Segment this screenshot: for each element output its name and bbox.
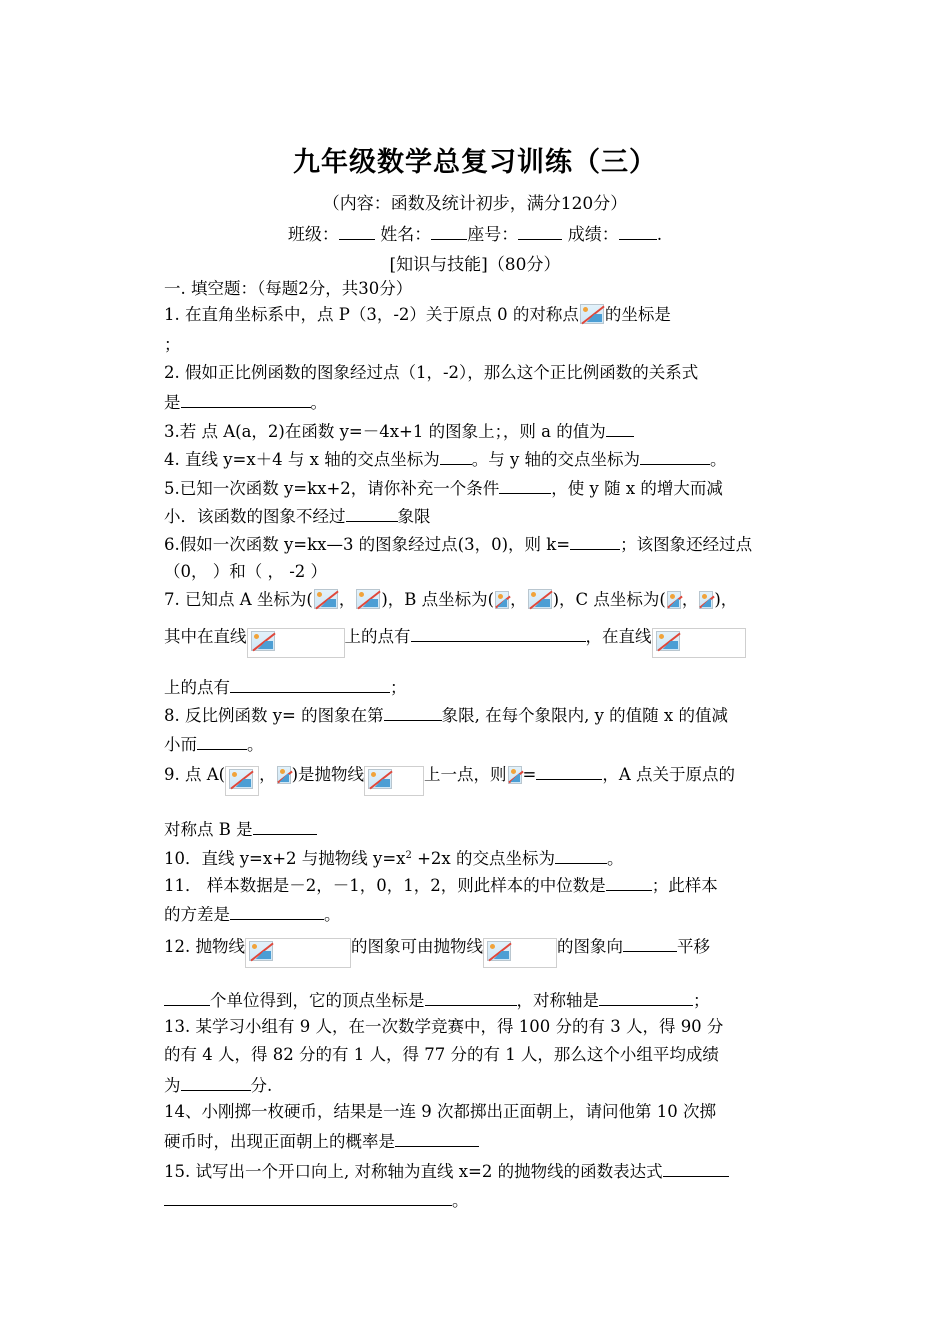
broken-image-icon [277, 766, 291, 784]
question-3: 3.若 点 A(a，2)在函数 y=－4x+1 的图象上；，则 a 的值为 [164, 419, 788, 443]
score-label: 成绩： [567, 225, 619, 245]
answer-blank [164, 1188, 452, 1206]
answer-blank [606, 873, 652, 891]
answer-blank [411, 624, 586, 642]
broken-image-icon [508, 766, 522, 784]
question-7: 7. 已知点 A 坐标为( ， )，B 点坐标为( ， )，C 点坐标为( ， )， [164, 590, 738, 609]
question-15-cont: 。 [164, 1188, 788, 1212]
formula-image-frame [225, 766, 259, 796]
broken-image-icon [487, 941, 511, 961]
score-blank [619, 222, 657, 240]
question-8: 8. 反比例函数 y= 的图象在第 象限, 在每个象限内, y 的值随 x 的值减 [164, 703, 788, 727]
formula-image-frame [652, 628, 746, 658]
formula-image-frame [247, 628, 345, 658]
answer-blank [197, 732, 247, 750]
question-12: 12. 抛物线 的图象可由抛物线 的图象向 平移 [164, 934, 788, 968]
answer-blank [395, 1129, 479, 1147]
question-14: 14、小刚掷一枚硬币，结果是一连 9 次都掷出正面朝上，请问他第 10 次掷 [164, 1102, 716, 1121]
question-8-cont: 小而 。 [164, 732, 788, 756]
broken-image-icon [314, 589, 338, 609]
broken-image-icon [528, 589, 552, 609]
formula-image-frame [483, 938, 557, 968]
answer-blank [230, 902, 324, 920]
question-2: 2. 假如正比例函数的图象经过点（1，-2），那么这个正比例函数的关系式 [164, 363, 699, 382]
answer-blank [640, 447, 710, 465]
answer-blank [253, 817, 317, 835]
section-header: [知识与技能]（80分） [389, 255, 561, 275]
question-2-cont: 是 。 [164, 390, 788, 414]
question-7-cont: 其中在直线 上的点有 ，在直线 [164, 624, 788, 658]
answer-blank [384, 703, 442, 721]
broken-image-icon [356, 589, 380, 609]
name-blank [431, 222, 467, 240]
subtitle: （内容：函数及统计初步，满分120分） [322, 194, 628, 214]
answer-blank [181, 390, 311, 408]
answer-blank [570, 532, 620, 550]
question-1-cont: ； [164, 335, 181, 354]
broken-image-icon [667, 591, 681, 609]
question-6-cont: （0， ）和（ ， -2 ） [164, 562, 328, 581]
question-13-cont2: 为 分. [164, 1073, 788, 1097]
broken-image-icon [229, 769, 253, 789]
formula-image-frame [364, 766, 424, 796]
broken-image-icon [495, 591, 509, 609]
question-11: 11． 样本数据是－2，－1，0，1，2，则此样本的中位数是 ；此样本 [164, 873, 788, 897]
answer-blank [440, 447, 472, 465]
question-9: 9. 点 A( ， )是抛物线 上一点，则 = ，A 点关于原点的 [164, 762, 788, 796]
answer-blank [555, 846, 607, 864]
question-6: 6.假如一次函数 y=kx—3 的图象经过点(3，0)，则 k= ；该图象还经过点 [164, 532, 788, 556]
seat-label: 座号： [467, 225, 519, 245]
question-11-cont: 的方差是 。 [164, 902, 788, 926]
question-7-cont2: 上的点有 ； [164, 675, 788, 699]
question-15: 15. 试写出一个开口向上, 对称轴为直线 x=2 的抛物线的函数表达式 [164, 1159, 788, 1183]
answer-blank [606, 419, 634, 437]
answer-blank [181, 1073, 251, 1091]
question-13: 13. 某学习小组有 9 人，在一次数学竞赛中，得 100 分的有 3 人，得 90 分 [164, 1017, 724, 1036]
answer-blank [425, 988, 517, 1006]
question-14-cont: 硬币时，出现正面朝上的概率是 [164, 1129, 788, 1153]
question-5-cont: 小．该函数的图象不经过 象限 [164, 504, 788, 528]
name-label: 姓名： [380, 225, 432, 245]
student-info-line: 班级： 姓名： 座号： 成绩： . [0, 220, 950, 245]
formula-image-frame [245, 938, 351, 968]
page-title: 九年级数学总复习训练（三） [293, 147, 657, 178]
question-10: 10．直线 y=x+2 与抛物线 $y=x^2 +2x$ 的交点坐标为 。 [164, 845, 788, 870]
answer-blank [536, 762, 602, 780]
question-5: 5.已知一次函数 y=kx+2，请你补充一个条件 ，使 y 随 x 的增大而减 [164, 476, 788, 500]
seat-blank [518, 222, 562, 240]
question-9-cont: 对称点 B 是 [164, 817, 788, 841]
answer-blank [663, 1159, 729, 1177]
broken-image-icon [656, 631, 680, 651]
broken-image-icon [580, 304, 604, 324]
answer-blank [599, 988, 693, 1006]
answer-blank [499, 476, 551, 494]
answer-blank [230, 675, 390, 693]
class-blank [339, 222, 375, 240]
question-12-cont: 个单位得到，它的顶点坐标是 ，对称轴是 ； [164, 988, 788, 1012]
answer-blank [346, 504, 398, 522]
broken-image-icon [368, 769, 392, 789]
question-13-cont: 的有 4 人，得 82 分的有 1 人，得 77 分的有 1 人，那么这个小组平均成绩 [164, 1045, 719, 1064]
answer-blank [164, 988, 210, 1006]
broken-image-icon [249, 941, 273, 961]
question-4: 4. 直线 y=x＋4 与 x 轴的交点坐标为 。与 y 轴的交点坐标为 。 [164, 447, 788, 471]
part-one-header: 一. 填空题：（每题2分，共30分） [164, 279, 413, 298]
class-label: 班级： [287, 225, 339, 245]
broken-image-icon [251, 631, 275, 651]
broken-image-icon [699, 591, 713, 609]
answer-blank [623, 934, 677, 952]
question-1: 1. 在直角坐标系中，点 P（3，-2）关于原点 0 的对称点 的坐标是 [164, 305, 671, 324]
